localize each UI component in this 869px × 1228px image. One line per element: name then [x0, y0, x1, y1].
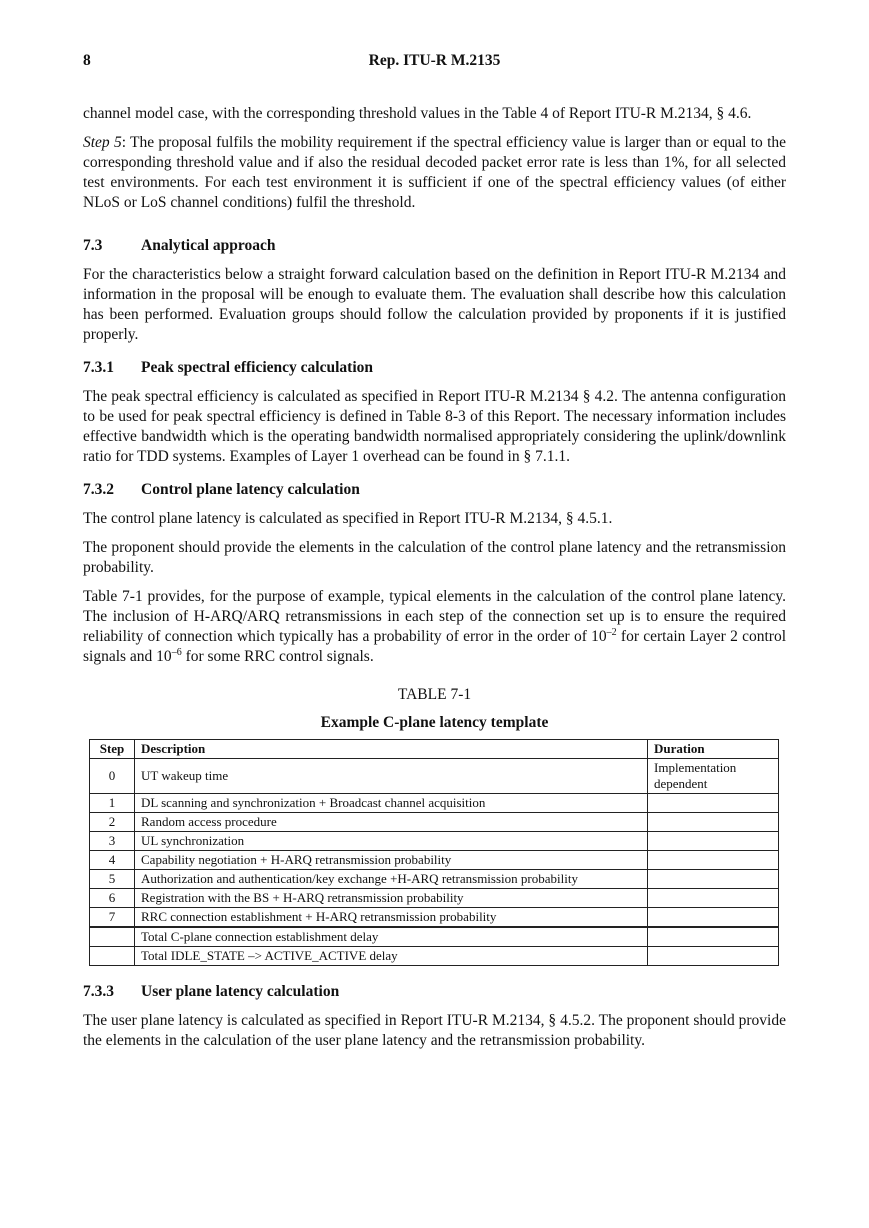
step-cell: 0 [90, 759, 135, 794]
table-row [90, 851, 779, 870]
table-row-total [90, 947, 779, 966]
step5-paragraph [83, 133, 786, 213]
table-row [90, 794, 779, 813]
paragraph: For the characteristics below a straight forward calculation based on the definition in Report ITU-R M.2134 and information in the proposal will be enough to evaluate them. The evaluation shall describe how this calculation has been performed. Evaluation groups should follow the calculation provided by proponents if it is justified properly. [83, 266, 786, 343]
duration-cell [648, 908, 779, 928]
document-page [83, 52, 786, 1051]
text-run: Table 7-1 provides, for the purpose of example, typical elements in the calculation of the control plane latency. The inclusion of H-ARQ/ARQ retransmissions in each step of the connection set up is to ensure the required reliability of connection which typically has a probability of error in the order of 10 [83, 588, 786, 645]
step-cell: 1 [90, 794, 135, 813]
section-number: 7.3 [83, 237, 103, 254]
description-cell: UT wakeup time [135, 759, 648, 794]
description-cell: DL scanning and synchronization + Broadcast channel acquisition [135, 794, 648, 813]
table-row [90, 759, 779, 794]
header-step: Step [90, 740, 135, 759]
duration-cell [648, 832, 779, 851]
section-heading-7-3-1 [83, 358, 786, 378]
step-cell [90, 927, 135, 947]
page-number: 8 [83, 52, 91, 69]
duration-cell [648, 794, 779, 813]
duration-cell [648, 927, 779, 947]
step5-label: Step 5 [83, 134, 122, 151]
paragraph: The control plane latency is calculated as specified in Report ITU-R M.2134, § 4.5.1. [83, 510, 613, 527]
description-cell: Total IDLE_STATE –> ACTIVE_ACTIVE delay [135, 947, 648, 966]
step-cell [90, 947, 135, 966]
step-cell: 5 [90, 870, 135, 889]
step-cell: 6 [90, 889, 135, 908]
exponent: –2 [606, 626, 617, 638]
section-title: Analytical approach [141, 237, 276, 254]
table-row [90, 889, 779, 908]
header-description: Description [135, 740, 648, 759]
description-cell: UL synchronization [135, 832, 648, 851]
step-cell: 3 [90, 832, 135, 851]
description-cell: Registration with the BS + H-ARQ retransmission probability [135, 889, 648, 908]
duration-cell [648, 870, 779, 889]
section-number: 7.3.3 [83, 983, 114, 1000]
table-row [90, 832, 779, 851]
paragraph: The peak spectral efficiency is calculated as specified in Report ITU-R M.2134 § 4.2. The antenna configuration to be used for peak spectral efficiency is defined in Table 8-3 of this Report. The necessary information includes effective bandwidth which is the operating bandwidth normalised appropriately considering the uplink/downlink ratio for TDD systems. Examples of Layer 1 overhead can be found in § 7.1.1. [83, 388, 786, 465]
description-cell: Total C-plane connection establishment delay [135, 927, 648, 947]
step-cell: 4 [90, 851, 135, 870]
table-row [90, 908, 779, 928]
duration-cell: Implementation dependent [648, 759, 779, 794]
text-run: for some RRC control signals. [181, 648, 374, 665]
paragraph: channel model case, with the corresponding threshold values in the Table 4 of Report ITU-R M.2134, § 4.6. [83, 105, 752, 122]
description-cell: Authorization and authentication/key exchange +H-ARQ retransmission probability [135, 870, 648, 889]
description-cell: Random access procedure [135, 813, 648, 832]
table-number: TABLE 7-1 [397, 686, 472, 703]
page-header [83, 52, 786, 74]
text-run: for certain Layer 2 control signals and 10 [83, 628, 786, 665]
duration-cell [648, 813, 779, 832]
section-number: 7.3.2 [83, 481, 114, 498]
paragraph-with-exponents [83, 587, 786, 667]
table-row [90, 813, 779, 832]
table-caption: Example C-plane latency template [320, 714, 549, 731]
step-cell: 2 [90, 813, 135, 832]
section-heading-7-3 [83, 236, 786, 256]
description-cell: RRC connection establishment + H-ARQ retransmission probability [135, 908, 648, 928]
section-title: Control plane latency calculation [141, 481, 360, 498]
section-number: 7.3.1 [83, 359, 114, 376]
report-title: Rep. ITU-R M.2135 [368, 52, 501, 69]
step5-text: : The proposal fulfils the mobility requirement if the spectral efficiency value is larger than or equal to the corresponding threshold value and if also the residual decoded packet error rate is less than 1%, for all selected test environments. For each test environment it is sufficient if one of the spectral efficiency values (of either NLoS or LoS channel conditions) fulfil the threshold. [83, 134, 787, 211]
latency-table [89, 739, 779, 966]
section-title: User plane latency calculation [141, 983, 340, 1000]
header-duration: Duration [648, 740, 779, 759]
paragraph: The proponent should provide the elements in the calculation of the control plane latency and the retransmission probability. [83, 539, 786, 576]
section-heading-7-3-2 [83, 480, 786, 500]
table-row [90, 870, 779, 889]
paragraph: The user plane latency is calculated as specified in Report ITU-R M.2134, § 4.5.2. The proponent should provide the elements in the calculation of the user plane latency and the retransmission probability. [83, 1012, 786, 1049]
duration-cell [648, 851, 779, 870]
duration-cell [648, 947, 779, 966]
table-header-row [90, 740, 779, 759]
table-row-total [90, 927, 779, 947]
duration-cell [648, 889, 779, 908]
section-title: Peak spectral efficiency calculation [141, 359, 374, 376]
description-cell: Capability negotiation + H-ARQ retransmission probability [135, 851, 648, 870]
exponent: –6 [171, 646, 182, 658]
step-cell: 7 [90, 908, 135, 928]
section-heading-7-3-3 [83, 982, 786, 1002]
